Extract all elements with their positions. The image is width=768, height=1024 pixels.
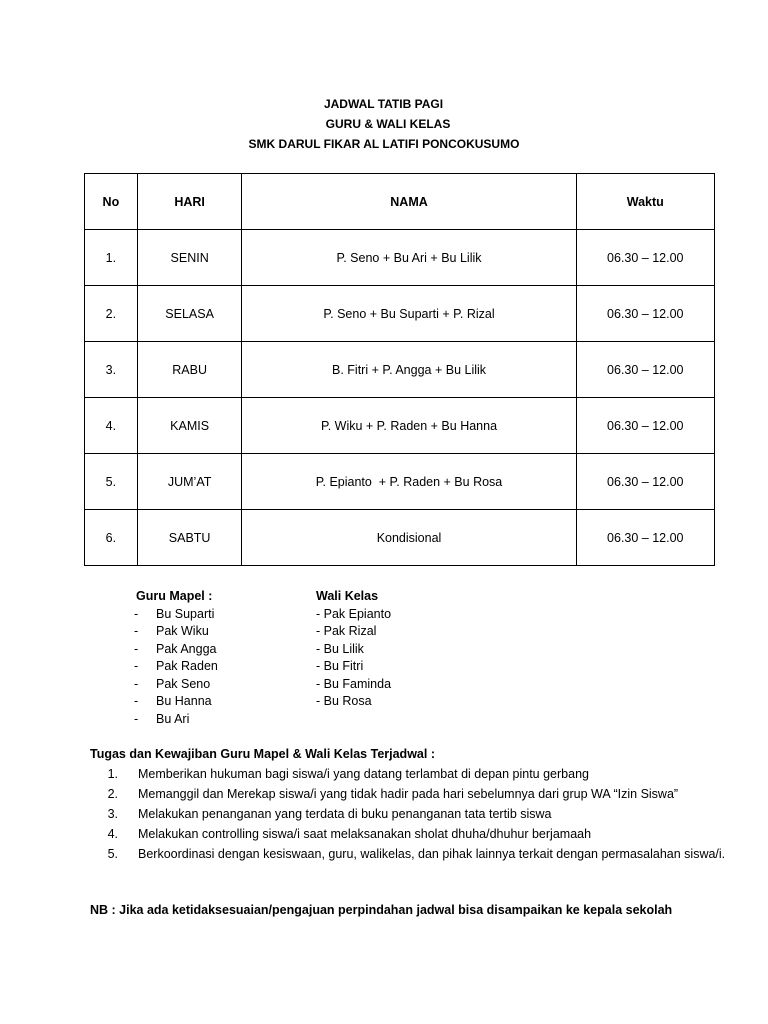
tugas-title: Tugas dan Kewajiban Guru Mapel & Wali Kelas Terjadwal :: [90, 747, 435, 761]
item-text: Melakukan controlling siswa/i saat melaksanakan sholat dhuha/dhuhur berjamaah: [138, 827, 592, 841]
list-item: [136, 676, 218, 694]
list-item: - Bu Rosa: [316, 694, 372, 708]
tugas-section: [90, 744, 725, 864]
item-number: 3.: [107, 807, 118, 821]
item-text: Berkoordinasi dengan kesiswaan, guru, walikelas, dan pihak lainnya terkait dengan permasalahan siswa/i.: [138, 847, 726, 861]
title-line-1: JADWAL TATIB PAGI: [323, 97, 444, 111]
header-waktu: Waktu: [576, 174, 714, 230]
dash-bullet: -: [134, 624, 139, 638]
table-header-row: [85, 174, 715, 230]
wali-kelas-list: [316, 588, 391, 711]
list-item: [90, 784, 725, 804]
list-item: [136, 641, 218, 659]
nb-note: NB : Jika ada ketidaksesuaian/pengajuan perpindahan jadwal bisa disampaikan ke kepala sekolah: [90, 903, 673, 917]
row-nama: P. Seno + Bu Ari + Bu Lilik: [242, 230, 576, 286]
row-no: 6.: [85, 510, 138, 566]
header-no: No: [85, 174, 138, 230]
guru-name: Bu Suparti: [156, 606, 215, 621]
row-waktu: 06.30 – 12.00: [576, 398, 714, 454]
table-row: [85, 510, 715, 566]
guru-mapel-list: [136, 588, 218, 728]
header-hari: HARI: [137, 174, 242, 230]
title-line-2: GURU & WALI KELAS: [325, 117, 451, 131]
table-row: [85, 286, 715, 342]
guru-name: Bu Hanna: [156, 694, 212, 708]
item-text: Memberikan hukuman bagi siswa/i yang datang terlambat di depan pintu gerbang: [138, 767, 589, 781]
wali-kelas-title: Wali Kelas: [316, 589, 379, 603]
row-waktu: 06.30 – 12.00: [576, 510, 714, 566]
dash-bullet: -: [134, 676, 139, 691]
dash-bullet: -: [134, 659, 139, 673]
row-hari: JUM’AT: [137, 454, 242, 510]
row-no: 1.: [85, 230, 138, 286]
tugas-list: [90, 764, 725, 864]
row-no: 4.: [85, 398, 138, 454]
list-item: - Bu Fitri: [316, 659, 364, 673]
row-nama: P. Epianto + P. Raden + Bu Rosa: [242, 454, 576, 510]
list-item: [136, 623, 218, 641]
schedule-table: [84, 173, 715, 566]
title-line-3: SMK DARUL FIKAR AL LATIFI PONCOKUSUMO: [248, 137, 520, 151]
dash-bullet: -: [134, 694, 139, 708]
item-number: 5.: [107, 847, 118, 861]
row-hari: RABU: [137, 342, 242, 398]
dash-bullet: -: [134, 606, 139, 621]
row-waktu: 06.30 – 12.00: [576, 286, 714, 342]
dash-bullet: -: [134, 711, 139, 726]
guru-name: Pak Angga: [156, 641, 217, 656]
item-text: Melakukan penanganan yang terdata di buku penanganan tata tertib siswa: [138, 807, 552, 821]
table-row: [85, 342, 715, 398]
item-number: 1.: [107, 767, 118, 781]
table-row: [85, 230, 715, 286]
row-nama: P. Wiku + P. Raden + Bu Hanna: [242, 398, 576, 454]
header-nama: NAMA: [242, 174, 576, 230]
row-no: 5.: [85, 454, 138, 510]
list-item: [136, 606, 218, 624]
row-no: 3.: [85, 342, 138, 398]
list-item: [136, 693, 218, 711]
list-item: [90, 844, 725, 864]
row-hari: SABTU: [137, 510, 242, 566]
list-item: [90, 764, 725, 784]
item-number: 4.: [107, 827, 118, 841]
row-nama: P. Seno + Bu Suparti + P. Rizal: [242, 286, 576, 342]
row-no: 2.: [85, 286, 138, 342]
row-waktu: 06.30 – 12.00: [576, 230, 714, 286]
guru-name: Pak Raden: [156, 659, 218, 673]
guru-name: Bu Ari: [156, 711, 190, 726]
row-waktu: 06.30 – 12.00: [576, 454, 714, 510]
guru-name: Pak Seno: [156, 676, 211, 691]
guru-mapel-title: Guru Mapel :: [136, 589, 213, 603]
guru-name: Pak Wiku: [156, 624, 209, 638]
item-number: 2.: [107, 787, 118, 801]
list-item: - Pak Rizal: [316, 624, 377, 638]
list-item: [136, 658, 218, 676]
list-item: - Bu Faminda: [316, 676, 392, 691]
table-row: [85, 398, 715, 454]
list-item: - Bu Lilik: [316, 641, 364, 656]
document-title: [0, 94, 768, 154]
row-nama: Kondisional: [242, 510, 576, 566]
list-item: [90, 804, 725, 824]
row-hari: SENIN: [137, 230, 242, 286]
row-hari: KAMIS: [137, 398, 242, 454]
list-item: - Pak Epianto: [316, 606, 392, 621]
table-row: [85, 454, 715, 510]
row-waktu: 06.30 – 12.00: [576, 342, 714, 398]
item-text: Memanggil dan Merekap siswa/i yang tidak hadir pada hari sebelumnya dari grup WA “Izin Siswa”: [138, 787, 679, 801]
row-nama: B. Fitri + P. Angga + Bu Lilik: [242, 342, 576, 398]
row-hari: SELASA: [137, 286, 242, 342]
dash-bullet: -: [134, 641, 139, 656]
list-item: [90, 824, 725, 844]
list-item: [136, 711, 218, 729]
